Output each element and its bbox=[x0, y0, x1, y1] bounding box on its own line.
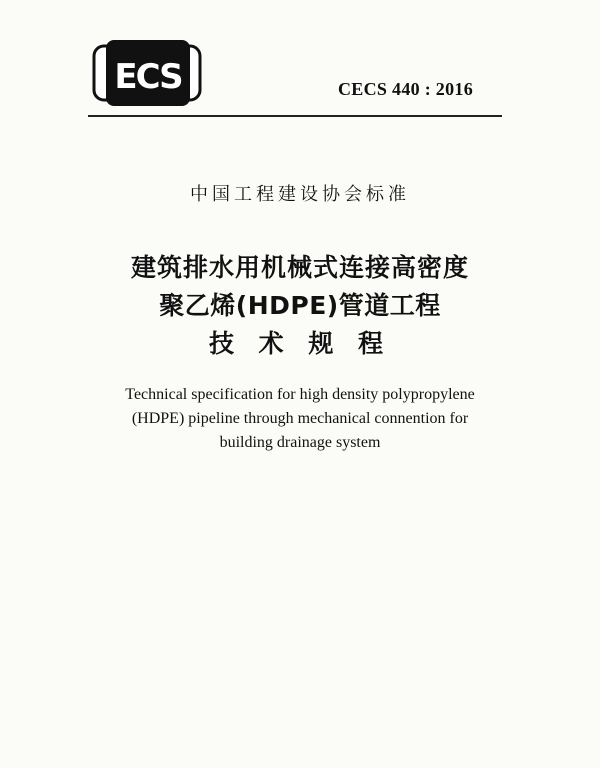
title-line-2: 聚乙烯(HDPE)管道工程 bbox=[159, 291, 441, 320]
title-line-3: 技 术 规 程 bbox=[208, 329, 392, 358]
title-line-1: 建筑排水用机械式连接高密度 bbox=[130, 253, 469, 282]
english-title-line-3: building drainage system bbox=[219, 434, 381, 451]
english-title-line-1: Technical specification for high density polypropylene bbox=[125, 386, 475, 403]
ecs-logo bbox=[92, 38, 204, 106]
logo-text: ECS bbox=[114, 57, 182, 97]
english-title-line-2: (HDPE) pipeline through mechanical connention for bbox=[131, 410, 469, 427]
standard-code: CECS 440 : 2016 bbox=[338, 79, 474, 99]
header-rule bbox=[88, 115, 502, 117]
organization-name: 中国工程建设协会标准 bbox=[190, 184, 410, 205]
